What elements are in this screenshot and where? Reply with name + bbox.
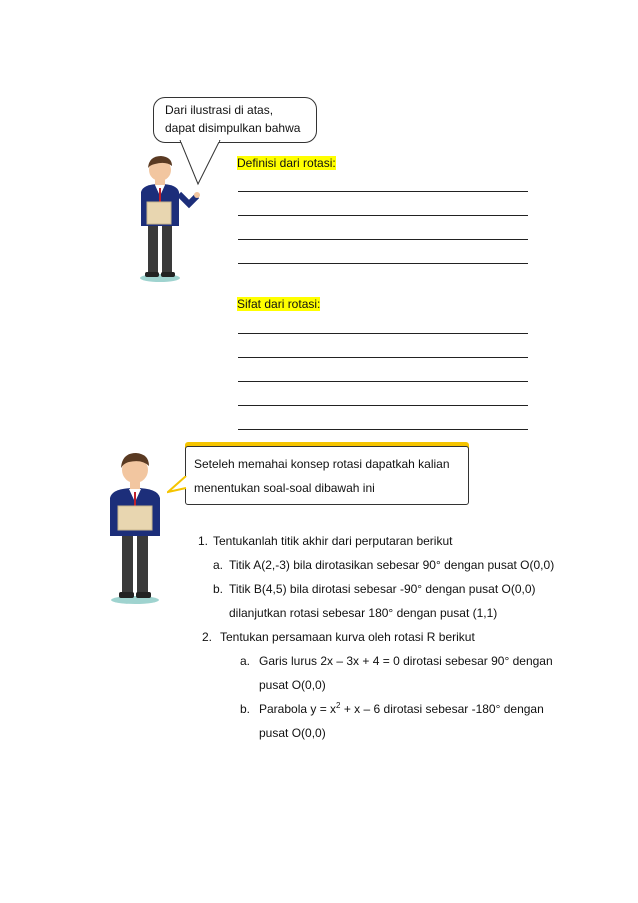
question-2-text: Tentukan persamaan kurva oleh rotasi R berikut bbox=[220, 630, 475, 644]
question-2a-line2: pusat O(0,0) bbox=[259, 678, 326, 692]
answer-line bbox=[238, 381, 528, 382]
answer-line bbox=[238, 357, 528, 358]
instruction-box-tail bbox=[167, 476, 187, 494]
question-2a-marker: a. bbox=[240, 654, 251, 668]
question-2a-line1: Garis lurus 2x – 3x + 4 = 0 dirotasi sebesar 90° dengan bbox=[259, 654, 553, 668]
answer-line bbox=[238, 239, 528, 240]
speech-bubble-tail bbox=[178, 140, 224, 188]
teacher-illustration-2 bbox=[104, 448, 170, 606]
question-2b-marker: b. bbox=[240, 702, 251, 716]
speech-text-line1: Dari ilustrasi di atas, bbox=[165, 103, 274, 117]
answer-line bbox=[238, 263, 528, 264]
question-2b-text-post: + x – 6 dirotasi sebesar -180° dengan bbox=[340, 702, 544, 716]
answer-line bbox=[238, 405, 528, 406]
question-1-number: 1. bbox=[198, 534, 209, 548]
question-2b-exponent: 2 bbox=[336, 701, 341, 710]
answer-line bbox=[238, 215, 528, 216]
answer-line bbox=[238, 191, 528, 192]
sifat-label: Sifat dari rotasi: bbox=[237, 297, 321, 311]
question-2b-line2: pusat O(0,0) bbox=[259, 726, 326, 740]
question-2-number: 2. bbox=[202, 630, 213, 644]
question-1-text: Tentukanlah titik akhir dari perputaran berikut bbox=[213, 534, 453, 548]
answer-line bbox=[238, 333, 528, 334]
instruction-text-line1: Seteleh memahai konsep rotasi dapatkah kalian bbox=[194, 457, 450, 471]
question-2b-line1 bbox=[259, 702, 544, 717]
question-1b-line2: dilanjutkan rotasi sebesar 180° dengan pusat (1,1) bbox=[229, 606, 498, 620]
instruction-text-line2: menentukan soal-soal dibawah ini bbox=[194, 481, 375, 495]
question-1b-marker: b. bbox=[213, 582, 224, 596]
question-1b-line1: Titik B(4,5) bila dirotasi sebesar -90° dengan pusat O(0,0) bbox=[229, 582, 536, 596]
speech-text-line2: dapat disimpulkan bahwa bbox=[165, 121, 301, 135]
instruction-box bbox=[185, 446, 469, 505]
question-1a-marker: a. bbox=[213, 558, 224, 572]
question-2b-text-pre: Parabola y = x bbox=[259, 702, 337, 716]
answer-line bbox=[238, 429, 528, 430]
definisi-label: Definisi dari rotasi: bbox=[237, 156, 336, 170]
question-1a-text: Titik A(2,-3) bila dirotasikan sebesar 90° dengan pusat O(0,0) bbox=[229, 558, 555, 572]
